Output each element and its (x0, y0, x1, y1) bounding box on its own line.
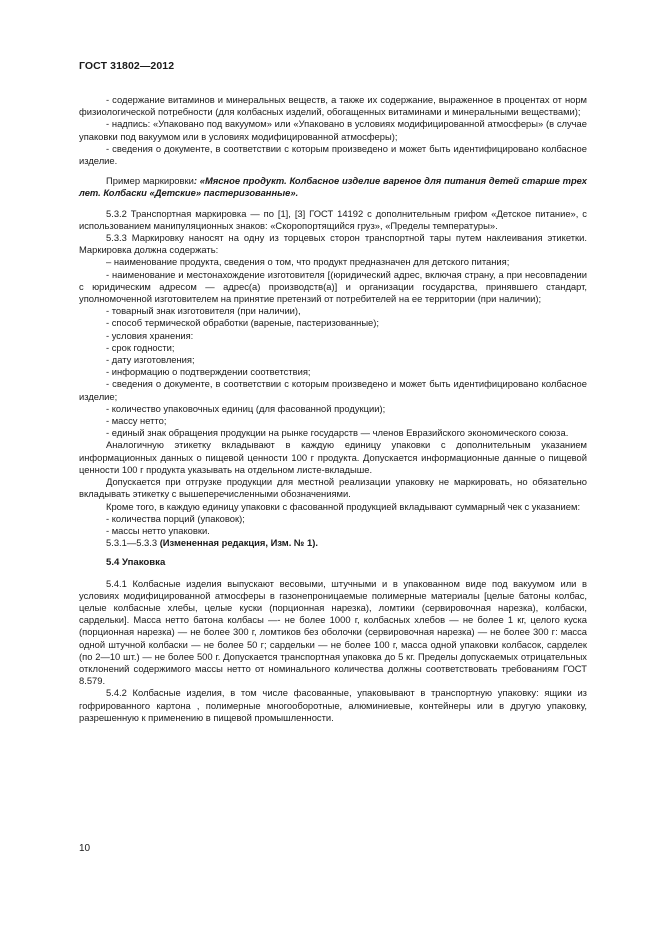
list-item: - срок годности; (106, 341, 175, 353)
paragraph-5-3-3: 5.3.3 Маркировку наносят на одну из торцевых сторон транспортной тары путем наклеивания этикетки. Маркировка должна содержать: (79, 232, 587, 256)
paragraph-local-sale: Допускается при отгрузке продукции для местной реализации упаковку не маркировать, но обязательно вкладывать этикетку с вышеперечисленными обозначениями. (79, 476, 587, 500)
document-body (79, 94, 587, 724)
page-number: 10 (79, 843, 91, 854)
list-item: - наименование и местонахождение изготовителя [(юридический адрес, включая страну, а при несовпадении с юридическим адресом — адрес(а) производств(а)] и организации государства, принявшего стандарт, уполномоченной изготовителем на принятие претензий от потребителей на ее территории (при наличии); (79, 268, 587, 305)
list-item: - дату изготовления; (106, 354, 195, 366)
list-item: - массы нетто упаковки. (106, 524, 210, 536)
marking-example (79, 175, 587, 199)
list-item: - условия хранения: (106, 329, 194, 341)
paragraph-summary-check: Кроме того, в каждую единицу упаковки с фасованной продукцией вкладывают суммарный чек с указанием: (106, 500, 581, 512)
list-item: - товарный знак изготовителя (при наличии), (106, 305, 301, 317)
example-label: Пример маркировки (106, 175, 194, 187)
paragraph-label-insert: Аналогичную этикетку вкладывают в каждую единицу упаковки с дополнительным указанием информационных данных о пищевой ценности 100 г продукта. Допускается информационные данные о пищевой ценности 100 г продукта указывать на отдельном листе-вкладыше. (79, 439, 587, 475)
paragraph-5-3-2: 5.3.2 Транспортная маркировка — по [1], [3] ГОСТ 14192 с дополнительным грифом «Детское питание», с использованием манипуляционных знаков: «Скоропортящийся груз», «Пределы температуры». (79, 207, 587, 231)
paragraph-document-info: - сведения о документе, в соответствии с которым произведено и может быть идентифицировано колбасное изделие. (79, 142, 587, 167)
amendment-note (79, 537, 587, 549)
paragraph-5-4-2: 5.4.2 Колбасные изделия, в том числе фасованные, упаковывают в транспортную упаковку: ящики из гофрированного картона , полимерные многооборотные, алюминиевые, контейнеры или в другую упаковку, разрешенную к применению в пищевой промышленности. (79, 687, 587, 723)
document-header: ГОСТ 31802—2012 (79, 60, 175, 72)
amendment-text: (Измененная редакция, Изм. № 1). (159, 537, 318, 549)
paragraph-5-4-1: 5.4.1 Колбасные изделия выпускают весовыми, штучными и в упакованном виде под вакуумом или в условиях модифицированной атмосферы в газонепроницаемые полимерные материалы [целые батоны колбас, целые колбасные хлебы, целые куски (порционная нарезка), ломтики (сервировочная нарезка), колбаски, сардельки]. Масса нетто батона колбасы —- не более 1000 г, колбасных хлебов — не более 1 кг, целого куска (порционная нарезка) — не более 300 г, ломтиков без оболочки (сервировочная нарезка) — не более 300 г: масса одной штучной колбаски — не более 50 г; сардельки — не более 100 г, масса одной упаковки колбасок, сарделек (по 2—10 шт.) — не более 500 г. Допускается транспортная упаковка до 5 кг. Пределы допускаемых отрицательных отклонений содержимого массы нетто от номинального количества должны соответствовать требованиям ГОСТ 8.579. (79, 577, 587, 687)
list-item: - сведения о документе, в соответствии с которым произведено и может быть идентифицировано колбасное изделие; (79, 378, 587, 402)
list-item: - единый знак обращения продукции на рынке государств — членов Евразийского экономического союза. (106, 427, 569, 439)
section-title: 5.4 Упаковка (106, 557, 166, 569)
list-item: - массу нетто; (106, 415, 167, 427)
paragraph-vitamins: - содержание витаминов и минеральных веществ, а также их содержание, выраженное в процентах от норм физиологической потребности (для колбасных изделий, обогащенных витаминами и минеральными веществами); (79, 94, 587, 118)
paragraph-vacuum-label: - надпись: «Упаковано под вакуумом» или «Упаковано в условиях модифицированной атмосферы» (в случае упаковки под вакуумом или в условиях модифицированной атмосферы); (79, 118, 587, 142)
list-item: - количество упаковочных единиц (для фасованной продукции); (106, 402, 386, 414)
amendment-ref: 5.3.1—5.3.3 (106, 537, 160, 549)
list-item: - способ термической обработки (вареные, пастеризованные); (106, 317, 379, 329)
list-item: - количества порций (упаковок); (106, 512, 245, 524)
list-item: - информацию о подтверждении соответствия; (106, 366, 311, 378)
list-item: – наименование продукта, сведения о том, что продукт предназначен для детского питания; (106, 256, 510, 268)
example-text: : «Мясное продукт. Колбасное изделие вареное для питания детей старше трех лет. Колбаски «Детские» пастеризованные». (79, 175, 587, 199)
